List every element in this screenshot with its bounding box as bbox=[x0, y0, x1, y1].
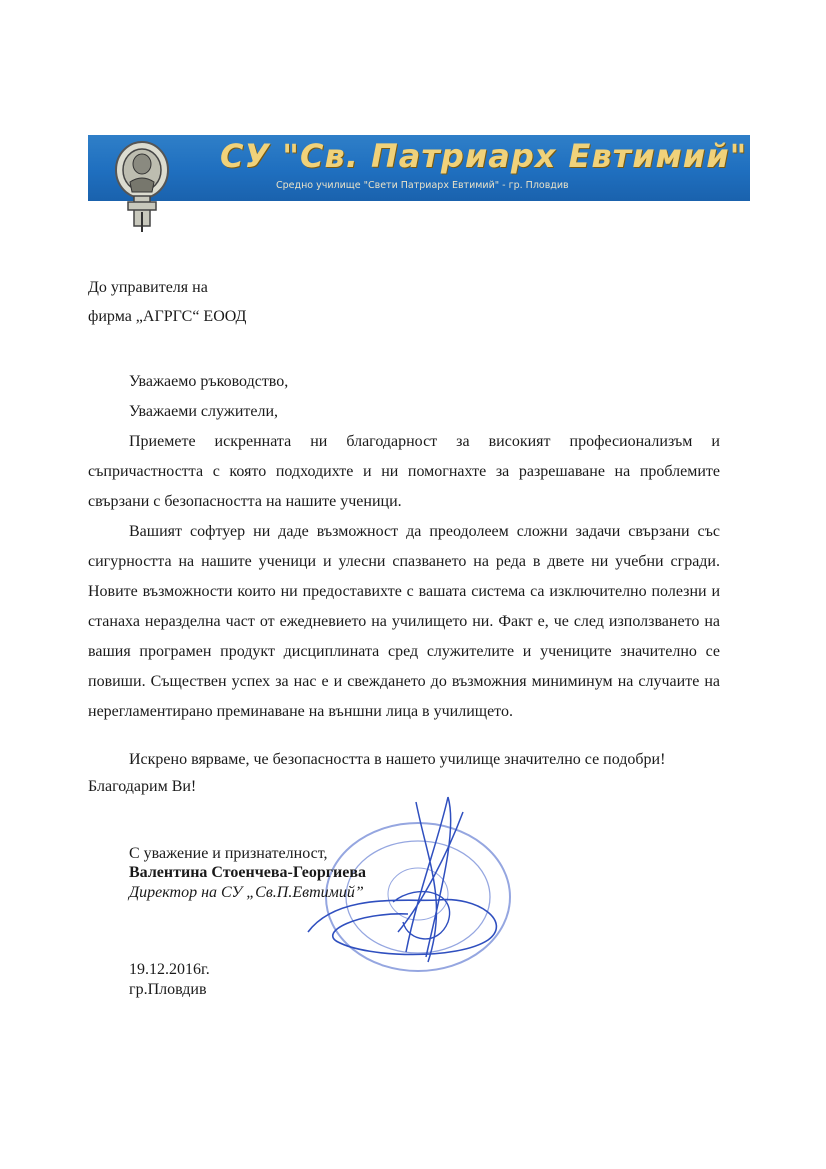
school-emblem-icon bbox=[112, 140, 172, 236]
thanks-line: Благодарим Ви! bbox=[88, 778, 197, 795]
signatory-name: Валентина Стоенчева-Георгиева bbox=[129, 864, 366, 881]
recipient-line-1: До управителя на bbox=[88, 279, 208, 296]
body-paragraph-3: Искрено вярваме, че безопасността в нашето училище значително се подобри! bbox=[129, 751, 666, 768]
letter-city: гр.Пловдив bbox=[129, 981, 207, 998]
signatory-title: Директор на СУ „Св.П.Евтимий” bbox=[129, 884, 364, 901]
school-title: СУ "Св. Патриарх Евтимий" bbox=[220, 137, 748, 175]
letter-date: 19.12.2016г. bbox=[129, 961, 210, 978]
body-paragraph-1: Приемете искренната ни благодарност за високият професионализъм и съпричастността с която подходихте и ни помогнахте за разрешаване на проблемите свързани с безопасността на нашите ученици. bbox=[88, 433, 720, 510]
body-paragraph-2: Вашият софтуер ни даде възможност да преодолеем сложни задачи свързани със сигурността на нашите ученици и улесни спазването на реда в двете ни учебни сгради. Новите възможности които ни предоставихте с вашата система са изключително полезни и станаха неразделна част от ежедневието на училището ни. Факт е, че след използването на вашия програмен продукт дисциплината сред служителите и учениците значително се повиши. Съществен успех за нас е и свеждането до възможния миниминум на случаите на нерегламентирано преминаване на външни лица в училището. bbox=[88, 523, 720, 720]
header-banner bbox=[88, 135, 750, 201]
salutation-line-2: Уважаеми служители, bbox=[129, 403, 279, 420]
salutation-line-1: Уважаемо ръководство, bbox=[129, 373, 289, 390]
closing-line: С уважение и признателност, bbox=[129, 845, 328, 862]
school-subtitle: Средно училище "Свети Патриарх Евтимий" - гр. Пловдив bbox=[276, 180, 569, 191]
recipient-line-2: фирма „АГРГС“ ЕООД bbox=[88, 308, 247, 325]
